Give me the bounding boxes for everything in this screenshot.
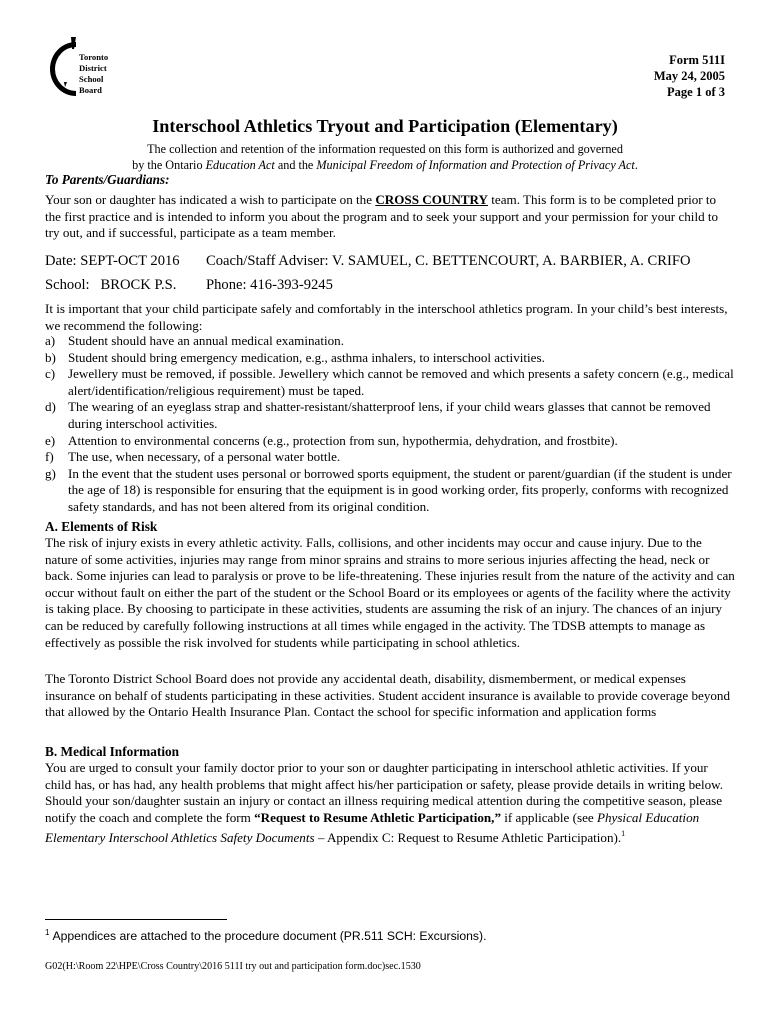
safety-item-text: The wearing of an eyeglass strap and shatter-resistant/shatterproof lens, if your child wears glasses that cannot be removed during interschool activities. [68, 399, 711, 431]
safety-item [45, 433, 735, 450]
safety-item [45, 399, 735, 432]
footnote-divider [45, 919, 227, 920]
safety-item-text: The use, when necessary, of a personal water bottle. [68, 449, 341, 465]
safety-list [45, 333, 735, 516]
org-name: Toronto District School Board [79, 52, 109, 95]
safety-item-marker: c) [45, 366, 56, 382]
safety-item-marker: a) [45, 333, 56, 348]
medical-paragraph: You are urged to consult your family doctor prior to your son or daughter participating in interschool athletic activities. If your child has, or has had, any health problems that might affect his/her participation or safety, please provide details in writing below. Should your son/daughter sustain an injury or contact an illness requiring medical attention during the competitive season, please notify the coach and complete the form “Request to Resume Athletic Participation,” if applicable (see Physical Education Elementary Interschool Athletics Safety Documents – Appendix C: Request to Resume Athletic Participation).$^1$ [45, 760, 724, 846]
safety-item-marker: e) [45, 432, 56, 448]
safety-item-marker: d) [45, 399, 56, 415]
safety-item [45, 350, 735, 367]
form-number: Form 511I [669, 53, 725, 67]
safety-item-text: In the event that the student uses personal or borrowed sports equipment, the student or parent/guardian (if the student is under the age of 18) is responsible for ensuring that the equipment is in good working order, fits properly, conforms with recognized safety standards, and has not been altered from its original condition. [68, 465, 732, 514]
file-path: G02(H:\Room 22\HPE\Cross Country\2016 511I try out and participation form.doc)sec.1530 [45, 961, 421, 972]
safety-item-text: Jewellery must be removed, if possible. Jewellery which cannot be removed and which presents a safety concern (e.g., medical alert/identification/religious requirement) must be taped. [68, 366, 734, 398]
form-meta [654, 52, 725, 100]
section-b-heading: B. Medical Information [45, 744, 180, 759]
coach-advisers: Coach/Staff Adviser: V. SAMUEL, C. BETTENCOURT, A. BARBIER, A. CRIFO [206, 253, 691, 269]
salutation: To Parents/Guardians: [45, 172, 170, 187]
safety-intro: It is important that your child participate safely and comfortably in the interschool athletics program. In your child’s best interests, we recommend the following: [45, 301, 728, 333]
footnote: $^1$ Appendices are attached to the procedure document (PR.511 SCH: Excursions). [45, 928, 487, 943]
team-name: CROSS COUNTRY [375, 192, 488, 207]
safety-item [45, 366, 735, 399]
page-number: Page 1 of 3 [667, 85, 725, 99]
safety-item-text: Attention to environmental concerns (e.g., protection from sun, hypothermia, dehydration, and frostbite). [68, 432, 618, 448]
safety-item-marker: b) [45, 349, 56, 365]
safety-item [45, 333, 735, 350]
school-name: School: BROCK P.S. [45, 277, 177, 293]
form-date: May 24, 2005 [653, 69, 725, 83]
safety-item [45, 449, 735, 466]
safety-item [45, 466, 735, 516]
safety-item-marker: g) [45, 465, 56, 481]
safety-documents-name: Physical Education Elementary Interschool Athletics Safety Documents [45, 809, 700, 846]
page-title: Interschool Athletics Tryout and Participation (Elementary) [152, 116, 618, 136]
authority-statement: The collection and retention of the information requested on this form is authorized and governed by the Ontario Education Act and the Municipal Freedom of Information and Protection of Privacy Act. [132, 142, 638, 172]
section-a-heading: A. Elements of Risk [45, 519, 158, 534]
safety-item-text: Student should have an annual medical examination. [68, 333, 344, 348]
resume-form-name: “Request to Resume Athletic Participation,” [254, 809, 501, 825]
safety-item-text: Student should bring emergency medication, e.g., asthma inhalers, to interschool activities. [68, 349, 545, 365]
risk-paragraph: The risk of injury exists in every athletic activity. Falls, collisions, and other incidents may occur and cause injury. Due to the nature of some activities, injuries may range from minor sprains and strains to more serious injuries affecting the head, neck or back. Some injuries can lead to paralysis or prove to be life-threatening. These injuries result from the nature of the activity and can occur without fault on either the part of the student or the School Board or its employees or agents of the facility where the activity is taking place. By choosing to participate in these activities, students are assuming the risk of an injury. The chances of an injury can be reduced by carefully following instructions at all times while engaged in the activity. The TDSB attempts to manage as effectively as possible the risk involved for students while participating in school athletics. [45, 535, 735, 650]
intro-paragraph: Your son or daughter has indicated a wish to participate on the CROSS COUNTRY team. This form is to be completed prior to the first practice and is intended to inform you about the program and to seek your support and your permission for your child to try out, and if successful, participate as a team member. [45, 192, 719, 241]
footnote-ref: 1 [621, 829, 626, 839]
insurance-paragraph: The Toronto District School Board does not provide any accidental death, disability, dismemberment, or medical expenses insurance on behalf of students participating in these activities. Student accident insurance is available to provide coverage beyond that allowed by the Ontario Health Insurance Plan. Contact the school for specific information and application forms [45, 671, 731, 720]
safety-item-marker: f) [45, 449, 54, 465]
season-date: Date: SEPT-OCT 2016 [45, 253, 180, 269]
school-phone: Phone: 416-393-9245 [206, 277, 333, 293]
